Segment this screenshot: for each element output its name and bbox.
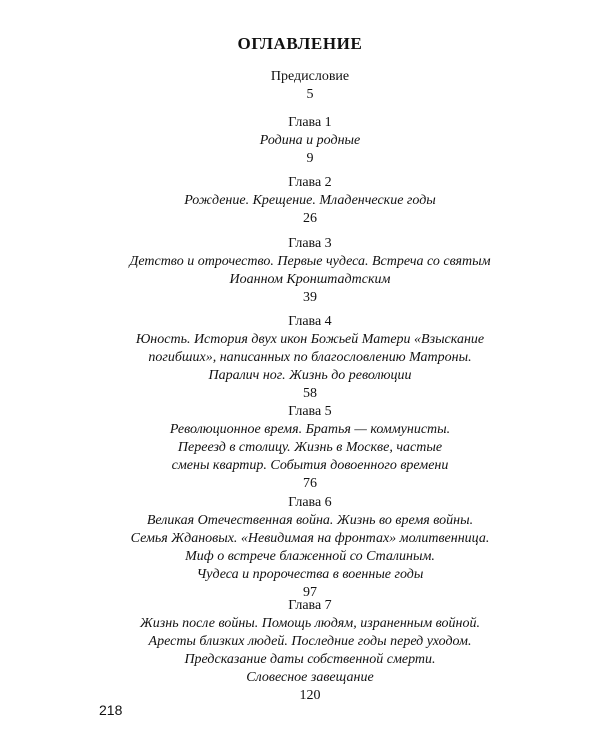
entry-page-number: 5 <box>306 87 314 102</box>
toc-entry-preface <box>60 68 560 104</box>
entry-subtitle: Революционное время. Братья — коммунисты. <box>169 422 451 437</box>
entry-subtitle: Юность. История двух икон Божьей Матери «Взыскание <box>135 332 485 347</box>
entry-page-number: 26 <box>303 211 317 226</box>
entry-page-number: 76 <box>303 476 317 491</box>
entry-heading: Глава 2 <box>288 175 332 190</box>
entry-subtitle: Рождение. Крещение. Младенческие годы <box>184 193 436 208</box>
entry-subtitle: Предсказание даты собственной смерти. <box>184 652 436 667</box>
entry-heading: Глава 3 <box>288 236 332 251</box>
entry-subtitle: Переезд в столицу. Жизнь в Москве, частые <box>177 440 443 455</box>
toc-entry-chapter-1 <box>60 114 560 168</box>
entry-subtitle: Паралич ног. Жизнь до революции <box>208 368 412 383</box>
entry-heading: Глава 5 <box>288 404 332 419</box>
entry-heading: Глава 6 <box>288 495 332 510</box>
entry-subtitle: Аресты близких людей. Последние годы перед уходом. <box>148 634 472 649</box>
entry-subtitle: Миф о встрече блаженной со Сталиным. <box>185 549 435 564</box>
entry-heading: Предисловие <box>270 69 350 84</box>
entry-subtitle: Иоанном Кронштадтским <box>229 272 391 287</box>
entry-page-number: 39 <box>303 290 317 305</box>
entry-heading: Глава 4 <box>288 314 332 329</box>
entry-heading: Глава 7 <box>288 598 332 613</box>
entry-subtitle: Великая Отечественная война. Жизнь во время войны. <box>146 513 474 528</box>
page-folio-number: 218 <box>99 702 123 718</box>
toc-entry-chapter-2 <box>60 174 560 228</box>
entry-page-number: 120 <box>299 688 321 703</box>
toc-entry-chapter-7 <box>60 597 560 705</box>
page-title: ОГЛАВЛЕНИЕ <box>237 34 363 53</box>
entry-page-number: 58 <box>303 386 317 401</box>
entry-subtitle: Семья Ждановых. «Невидимая на фронтах» молитвенница. <box>130 531 490 546</box>
entry-subtitle: смены квартир. События довоенного времени <box>171 458 449 473</box>
entry-heading: Глава 1 <box>288 115 332 130</box>
entry-page-number: 97 <box>303 585 317 600</box>
toc-entry-chapter-3 <box>60 235 560 307</box>
entry-subtitle: Детство и отрочество. Первые чудеса. Встреча со святым <box>129 254 491 269</box>
entry-subtitle: Родина и родные <box>259 133 361 148</box>
entry-subtitle: Жизнь после войны. Помощь людям, израненным войной. <box>139 616 481 631</box>
toc-entry-chapter-5 <box>60 403 560 493</box>
entry-subtitle: погибших», написанных по благословлению Матроны. <box>148 350 472 365</box>
entry-page-number: 9 <box>306 151 314 166</box>
toc-entry-chapter-4 <box>60 313 560 403</box>
entry-subtitle: Словесное завещание <box>246 670 374 685</box>
toc-entry-chapter-6 <box>60 494 560 602</box>
entry-subtitle: Чудеса и пророчества в военные годы <box>196 567 424 582</box>
